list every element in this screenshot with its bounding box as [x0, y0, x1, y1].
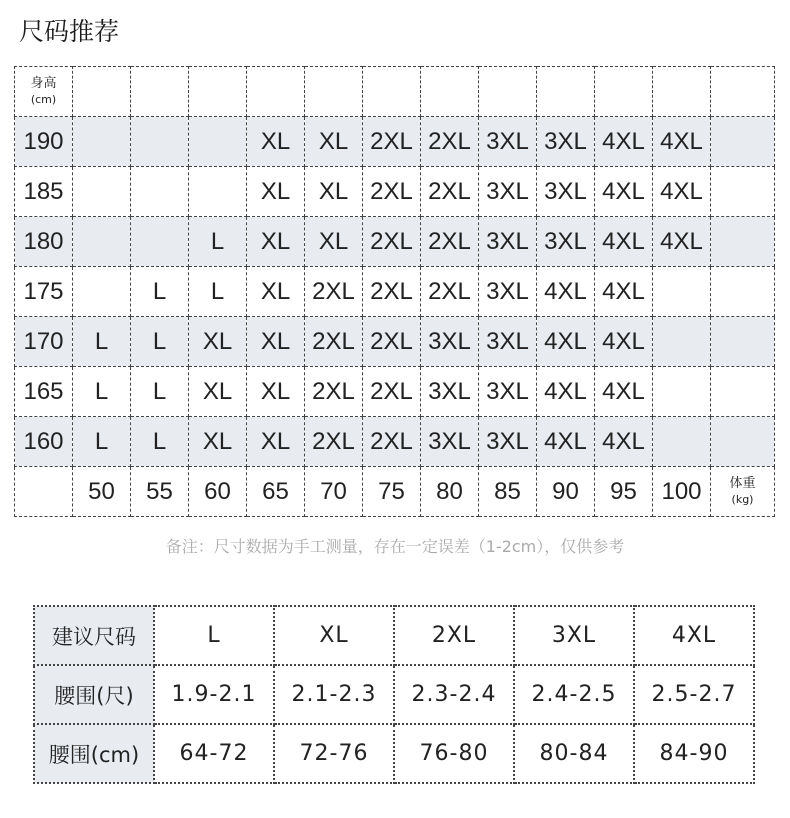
height-axis-label: [15, 67, 73, 117]
size-cell: 2XL: [305, 367, 363, 417]
waist-value-cell: 84-90: [634, 724, 754, 783]
size-cell: [189, 167, 247, 217]
empty-cell: [421, 67, 479, 117]
size-header-cell: 2XL: [394, 606, 514, 665]
size-cell: 4XL: [595, 267, 653, 317]
size-cell: 2XL: [305, 317, 363, 367]
size-cell: XL: [305, 167, 363, 217]
waist-row: [34, 665, 754, 724]
size-cell: L: [73, 417, 131, 467]
measurement-note: 备注：尺寸数据为手工测量，存在一定误差（1-2cm），仅供参考: [165, 537, 625, 556]
size-header-cell: 4XL: [634, 606, 754, 665]
size-cell: [73, 167, 131, 217]
size-header-cell: XL: [274, 606, 394, 665]
size-cell: 2XL: [421, 267, 479, 317]
weight-value: 65: [247, 467, 305, 517]
size-cell: [711, 317, 775, 367]
size-cell: XL: [247, 117, 305, 167]
size-header-cell: 3XL: [514, 606, 634, 665]
height-value: 165: [15, 367, 73, 417]
size-cell: 4XL: [653, 167, 711, 217]
height-row: [15, 217, 775, 267]
size-cell: 4XL: [595, 217, 653, 267]
size-cell: [73, 217, 131, 267]
height-row: [15, 367, 775, 417]
empty-cell: [189, 67, 247, 117]
empty-cell: [653, 67, 711, 117]
size-header-cell: L: [154, 606, 274, 665]
size-cell: XL: [189, 417, 247, 467]
weight-value: 75: [363, 467, 421, 517]
waist-row-label: 腰围(cm): [34, 724, 154, 783]
size-cell: [711, 267, 775, 317]
size-cell: 3XL: [479, 217, 537, 267]
size-cell: [131, 117, 189, 167]
empty-cell: [305, 67, 363, 117]
size-cell: L: [189, 217, 247, 267]
empty-cell: [363, 67, 421, 117]
size-recommendation-grid: [14, 66, 775, 517]
size-cell: 2XL: [363, 167, 421, 217]
waist-value-cell: 2.3-2.4: [394, 665, 514, 724]
weight-value: 55: [131, 467, 189, 517]
size-cell: XL: [189, 367, 247, 417]
size-cell: [73, 267, 131, 317]
height-row: [15, 417, 775, 467]
grid-header-row: [15, 67, 775, 117]
page-title: 尺码推荐: [19, 17, 120, 46]
size-cell: 4XL: [653, 217, 711, 267]
size-cell: XL: [247, 167, 305, 217]
waist-value-cell: 80-84: [514, 724, 634, 783]
size-cell: [653, 317, 711, 367]
size-cell: XL: [305, 117, 363, 167]
weight-value: 95: [595, 467, 653, 517]
size-cell: 3XL: [537, 217, 595, 267]
size-cell: XL: [247, 417, 305, 467]
weight-value: 50: [73, 467, 131, 517]
size-cell: 3XL: [421, 367, 479, 417]
size-cell: L: [131, 417, 189, 467]
height-value: 190: [15, 117, 73, 167]
size-cell: [131, 217, 189, 267]
waist-value-cell: 2.4-2.5: [514, 665, 634, 724]
size-cell: 3XL: [479, 117, 537, 167]
size-cell: [653, 367, 711, 417]
waist-value-cell: 72-76: [274, 724, 394, 783]
size-cell: L: [131, 267, 189, 317]
size-cell: L: [73, 317, 131, 367]
size-cell: 3XL: [537, 167, 595, 217]
height-row: [15, 317, 775, 367]
weight-value: 85: [479, 467, 537, 517]
size-cell: XL: [247, 317, 305, 367]
size-cell: 4XL: [653, 117, 711, 167]
size-cell: 2XL: [363, 367, 421, 417]
size-cell: 3XL: [421, 417, 479, 467]
waist-row: [34, 724, 754, 783]
size-cell: [711, 217, 775, 267]
waist-value-cell: 76-80: [394, 724, 514, 783]
size-cell: XL: [247, 217, 305, 267]
weight-value: 80: [421, 467, 479, 517]
size-cell: 3XL: [421, 317, 479, 367]
height-value: 160: [15, 417, 73, 467]
size-cell: XL: [305, 217, 363, 267]
size-cell: L: [73, 367, 131, 417]
size-cell: 2XL: [363, 217, 421, 267]
weight-value: 100: [653, 467, 711, 517]
size-cell: 4XL: [595, 367, 653, 417]
size-cell: [131, 167, 189, 217]
size-cell: [711, 117, 775, 167]
size-cell: 4XL: [595, 317, 653, 367]
size-cell: 4XL: [595, 167, 653, 217]
weight-axis-label: [711, 467, 775, 517]
size-cell: [711, 367, 775, 417]
size-cell: 2XL: [305, 267, 363, 317]
waist-value-cell: 2.5-2.7: [634, 665, 754, 724]
weight-value: 90: [537, 467, 595, 517]
size-cell: 3XL: [479, 267, 537, 317]
empty-cell: [73, 67, 131, 117]
size-cell: 2XL: [363, 317, 421, 367]
empty-cell: [131, 67, 189, 117]
weight-label: 体重: [729, 475, 756, 491]
height-value: 185: [15, 167, 73, 217]
size-cell: 4XL: [595, 417, 653, 467]
size-cell: [711, 417, 775, 467]
waist-value-cell: 1.9-2.1: [154, 665, 274, 724]
size-cell: XL: [247, 267, 305, 317]
empty-cell: [711, 67, 775, 117]
size-cell: 2XL: [363, 117, 421, 167]
height-label: 身高: [30, 75, 57, 91]
waist-value-cell: 64-72: [154, 724, 274, 783]
size-cell: [711, 167, 775, 217]
weight-value: 70: [305, 467, 363, 517]
size-cell: 2XL: [421, 167, 479, 217]
empty-cell: [479, 67, 537, 117]
size-cell: [73, 117, 131, 167]
height-value: 180: [15, 217, 73, 267]
size-cell: [653, 417, 711, 467]
size-cell: L: [131, 317, 189, 367]
size-cell: 2XL: [421, 217, 479, 267]
size-cell: L: [189, 267, 247, 317]
waist-row-label: 建议尺码: [34, 606, 154, 665]
size-cell: 3XL: [479, 367, 537, 417]
size-cell: 2XL: [421, 117, 479, 167]
size-cell: 4XL: [537, 417, 595, 467]
size-cell: 3XL: [479, 317, 537, 367]
height-row: [15, 167, 775, 217]
waist-value-cell: 2.1-2.3: [274, 665, 394, 724]
height-row: [15, 117, 775, 167]
height-row: [15, 267, 775, 317]
empty-cell: [537, 67, 595, 117]
weight-unit: (kg): [731, 492, 754, 506]
weight-value: 60: [189, 467, 247, 517]
height-unit: (cm): [30, 92, 57, 106]
size-cell: 4XL: [537, 367, 595, 417]
size-cell: 2XL: [305, 417, 363, 467]
size-cell: 3XL: [479, 167, 537, 217]
height-value: 170: [15, 317, 73, 367]
size-cell: 4XL: [537, 317, 595, 367]
size-cell: 3XL: [537, 117, 595, 167]
empty-cell: [15, 467, 73, 517]
size-cell: 3XL: [479, 417, 537, 467]
empty-cell: [247, 67, 305, 117]
size-cell: [653, 267, 711, 317]
size-cell: 4XL: [595, 117, 653, 167]
waist-header-row: [34, 606, 754, 665]
empty-cell: [595, 67, 653, 117]
size-cell: L: [131, 367, 189, 417]
weight-row: [15, 467, 775, 517]
size-cell: 2XL: [363, 417, 421, 467]
size-cell: 4XL: [537, 267, 595, 317]
size-cell: XL: [247, 367, 305, 417]
waist-row-label: 腰围(尺): [34, 665, 154, 724]
size-cell: 2XL: [363, 267, 421, 317]
size-cell: XL: [189, 317, 247, 367]
size-cell: [189, 117, 247, 167]
height-value: 175: [15, 267, 73, 317]
waist-size-table: [33, 605, 755, 784]
